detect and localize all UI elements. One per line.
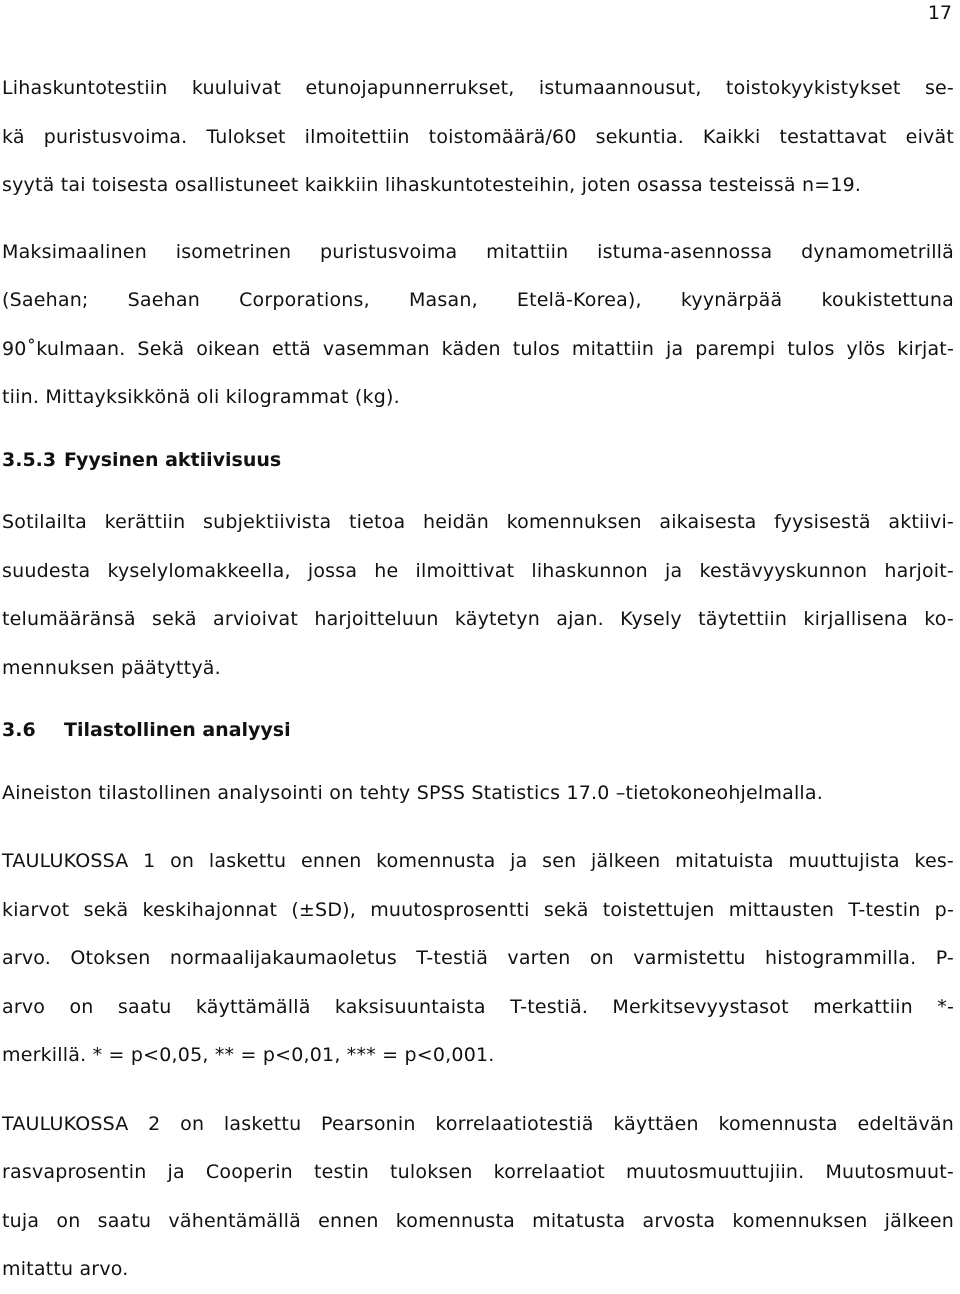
text-line: TAULUKOSSA 2 on laskettu Pearsonin korrelaatiotestiä käyttäen komennusta edeltävän: [2, 1112, 954, 1135]
text-line: 90˚kulmaan. Sekä oikean että vasemman käden tulos mitattiin ja parempi tulos ylös kirjat-: [2, 337, 954, 360]
document-body: [2, 64, 954, 1294]
section-heading-statistical-analysis: [2, 706, 954, 755]
text-line: (Saehan; Saehan Corporations, Masan, Etelä-Korea), kyynärpää koukistettuna: [2, 289, 954, 311]
page-number: 17: [927, 2, 952, 24]
text-line: syytä tai toisesta osallistuneet kaikkiin lihaskuntotesteihin, joten osassa testeissä n=19.: [2, 174, 862, 196]
paragraph-muscle-tests: [2, 64, 954, 210]
text-line: Sotilailta kerättiin subjektiivista tietoa heidän komennuksen aikaisesta fyysisestä aktiivi-: [2, 511, 954, 533]
text-line: arvo on saatu käyttämällä kaksisuuntaista T-testiä. Merkitsevyystasot merkattiin *-: [2, 995, 954, 1018]
text-line: rasvaprosentin ja Cooperin testin tuloksen korrelaatiot muutosmuuttujiin. Muutosmuut-: [2, 1161, 954, 1183]
text-line: suudesta kyselylomakkeella, jossa he ilmoittivat lihaskunnon ja kestävyyskunnon harjoit-: [2, 559, 954, 582]
text-line: tuja on saatu vähentämällä ennen komennusta mitatusta arvosta komennuksen jälkeen: [2, 1209, 954, 1232]
text-line: tiin. Mittayksikkönä oli kilogrammat (kg).: [2, 386, 400, 408]
section-heading-physical-activity: [2, 436, 954, 485]
text-line: arvo. Otoksen normaalijakaumaoletus T-testiä varten on varmistettu histogrammilla. P-: [2, 947, 954, 969]
text-line: kä puristusvoima. Tulokset ilmoitettiin toistomäärä/60 sekuntia. Kaikki testattavat eivät: [2, 125, 954, 148]
text-line: Aineiston tilastollinen analysointi on tehty SPSS Statistics 17.0 –tietokoneohjelmalla.: [2, 781, 823, 804]
paragraph-physical-activity: [2, 498, 954, 692]
section-title: Fyysinen aktiivisuus: [64, 448, 282, 471]
text-line: TAULUKOSSA 1 on laskettu ennen komennusta ja sen jälkeen mitatuista muuttujista kes-: [2, 850, 954, 872]
text-line: merkillä. * = p<0,05, ** = p<0,01, *** = p<0,001.: [2, 1044, 495, 1066]
paragraph-grip-strength: [2, 228, 954, 422]
section-title: Tilastollinen analyysi: [64, 719, 291, 741]
paragraph-table-1: [2, 837, 954, 1080]
text-line: mitattu arvo.: [2, 1258, 129, 1280]
paragraph-spss: [2, 769, 954, 818]
section-number: 3.6: [2, 719, 36, 741]
text-line: mennuksen päätyttyä.: [2, 656, 221, 679]
text-line: telumääränsä sekä arvioivat harjoitteluun käytetyn ajan. Kysely täytettiin kirjallisena ko-: [2, 608, 954, 630]
text-line: Lihaskuntotestiin kuuluivat etunojapunnerrukset, istumaannousut, toistokyykistykset se-: [2, 77, 954, 99]
text-line: kiarvot sekä keskihajonnat (±SD), muutosprosentti sekä toistettujen mittausten T-testin p-: [2, 898, 954, 921]
text-line: Maksimaalinen isometrinen puristusvoima mitattiin istuma-asennossa dynamometrillä: [2, 240, 954, 263]
section-number: 3.5.3: [2, 448, 57, 471]
paragraph-table-2: [2, 1100, 954, 1294]
